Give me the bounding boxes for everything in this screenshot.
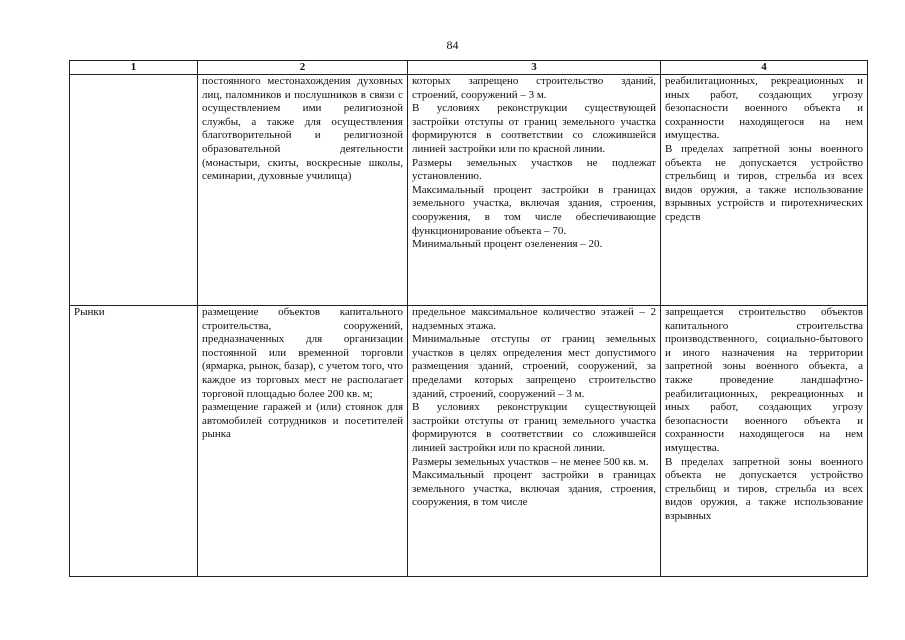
cell-parameters bbox=[408, 306, 661, 577]
cell-use-type: Рынки bbox=[70, 306, 198, 577]
cell-paragraph: Максимальный процент застройки в границах земельного участка, включая здания, строения, сооружения, в том числе bbox=[412, 469, 656, 509]
cell-paragraph: предельное максимальное количество этажей – 2 надземных этажа. bbox=[412, 306, 656, 332]
cell-paragraph: реабилитационных, рекреационных и иных работ, создающих угрозу безопасности военного объекта и сохранности находящегося на нем имущества. bbox=[665, 75, 863, 142]
cell-paragraph: Размеры земельных участков не подлежат установлению. bbox=[412, 156, 656, 183]
cell-paragraph: которых запрещено строительство зданий, строений, сооружений – 3 м. bbox=[412, 75, 656, 101]
cell-paragraph: размещение гаражей и (или) стоянок для автомобилей сотрудников и посетителей рынка bbox=[202, 401, 403, 441]
cell-paragraph: Размеры земельных участков – не менее 500 кв. м. bbox=[412, 455, 649, 468]
regulations-table bbox=[69, 60, 868, 577]
cell-paragraph: В условиях реконструкции существующей застройки отступы от границ земельного участка формируются в соответствии со сложившейся линией застройки или по красной линии. bbox=[412, 401, 656, 454]
column-header: 2 bbox=[198, 61, 408, 75]
cell-description bbox=[198, 306, 408, 577]
table-row bbox=[70, 75, 868, 306]
page-number: 84 bbox=[446, 38, 459, 52]
cell-paragraph: Минимальный процент озеленения – 20. bbox=[412, 238, 603, 251]
table-header-row bbox=[70, 61, 868, 75]
cell-parameters bbox=[408, 75, 661, 306]
cell-paragraph: В пределах запретной зоны военного объекта не допускается устройство стрельбищ и тиров, стрельба из всех видов оружия, а также использование взрывных bbox=[665, 455, 863, 522]
cell-use-type bbox=[70, 75, 198, 306]
column-header: 4 bbox=[661, 61, 868, 75]
cell-paragraph: В условиях реконструкции существующей застройки отступы от границ земельного участка формируются в соответствии со сложившейся линией застройки или по красной линии. bbox=[412, 102, 656, 155]
cell-paragraph: постоянного местонахождения духовных лиц, паломников и послушников в связи с осуществлением ими религиозной службы, а также для осуществления благотворительной и религиозной образовательной деятельности (монастыри, скиты, воскресные школы, семинарии, духовные училища) bbox=[202, 75, 403, 183]
cell-restrictions bbox=[661, 306, 868, 577]
cell-paragraph: Минимальные отступы от границ земельных участков в целях определения мест допустимого размещения зданий, строений, сооружений, за пределами которых запрещено строительство зданий, строений, сооружений – 3 м. bbox=[412, 333, 656, 400]
cell-paragraph: Максимальный процент застройки в границах земельного участка, включая здания, строения, сооружения, в том числе обеспечивающие функционирование объекта – 70. bbox=[412, 183, 656, 237]
cell-description bbox=[198, 75, 408, 306]
cell-restrictions bbox=[661, 75, 868, 306]
cell-paragraph: запрещается строительство объектов капитального строительства производственного, социально-бытового и иного назначения на территории запретной зоны военного объекта, а также проведение ландшафтно-реабилитационных, рекреационных и иных работ, создающих угрозу безопасности военного объекта и сохранности находящегося на нем имущества. bbox=[665, 306, 863, 454]
column-header: 1 bbox=[70, 61, 198, 75]
table-row bbox=[70, 306, 868, 577]
cell-paragraph: В пределах запретной зоны военного объекта не допускается устройство стрельбищ и тиров, стрельба из всех видов оружия, а также использование взрывных устройств и пиротехнических средств bbox=[665, 142, 863, 223]
column-header: 3 bbox=[408, 61, 661, 75]
cell-paragraph: размещение объектов капитального строительства, сооружений, предназначенных для организации постоянной или временной торговли (ярмарка, рынок, базар), с учетом того, что каждое из торговых мест не располагает торговой площадью более 200 кв. м; bbox=[202, 306, 403, 400]
